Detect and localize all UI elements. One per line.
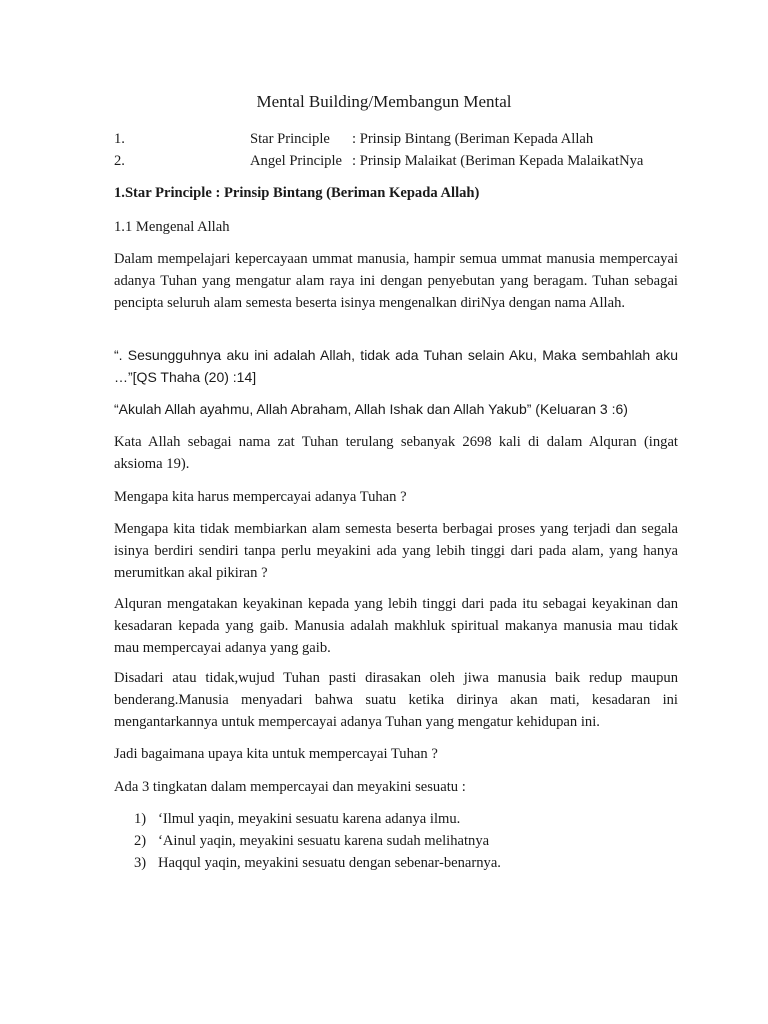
paragraph-intro: Dalam mempelajari kepercayaan ummat manusia, hampir semua ummat manusia mempercayai adanya Tuhan yang mengatur alam raya ini dengan penyebutan yang beragam. Tuhan sebagai pencipta seluruh alam semesta beserta isinya mengenalkan diriNya dengan nama Allah. <box>114 251 678 311</box>
question-why-believe: Mengapa kita harus mempercayai adanya Tuhan ? <box>114 489 407 505</box>
level-text-haqqul: Haqqul yaqin, meyakini sesuatu dengan sebenar-benarnya. <box>158 855 501 871</box>
level-number: 2) <box>134 833 147 849</box>
levels-intro: Ada 3 tingkatan dalam mempercayai dan meyakini sesuatu : <box>114 779 466 795</box>
section-heading: 1.Star Principle : Prinsip Bintang (Beriman Kepada Allah) <box>114 185 480 201</box>
principle-item-star <box>114 128 594 150</box>
principle-item-angel <box>114 150 644 172</box>
level-item-haqqul <box>134 852 158 874</box>
question-how-believe: Jadi bagaimana upaya kita untuk mempercayai Tuhan ? <box>114 746 438 762</box>
level-number: 1) <box>134 811 147 827</box>
quote-bible: “Akulah Allah ayahmu, Allah Abraham, Allah Ishak dan Allah Yakub” (Keluaran 3 :6) <box>114 401 628 417</box>
principle-label: Angel Principle <box>250 153 343 169</box>
level-number: 3) <box>134 855 147 871</box>
level-item-ainul <box>134 830 158 852</box>
level-item-ilmul <box>134 808 158 830</box>
principle-description: : Prinsip Bintang (Beriman Kepada Allah <box>352 131 594 147</box>
paragraph-unseen: Alquran mengatakan keyakinan kepada yang lebih tinggi dari pada itu sebagai keyakinan dan kesadaran kepada yang gaib. Manusia adalah makhluk spiritual makanya manusia mau tidak mau mempercayai adanya yang gaib. <box>114 596 678 656</box>
document-title: Mental Building/Membangun Mental <box>256 92 512 111</box>
paragraph-why: Mengapa kita tidak membiarkan alam semesta beserta berbagai proses yang terjadi dan segala isinya berdiri sendiri tanpa perlu meyakini ada yang lebih tinggi dari pada alam, yang hanya merumitkan akal pikiran ? <box>114 521 678 581</box>
principle-number: 1. <box>114 131 125 147</box>
principle-number: 2. <box>114 153 125 169</box>
level-text-ilmul: ‘Ilmul yaqin, meyakini sesuatu karena adanya ilmu. <box>158 811 461 827</box>
principle-label: Star Principle <box>250 131 330 147</box>
level-text-ainul: ‘Ainul yaqin, meyakini sesuatu karena sudah melihatnya <box>158 833 490 849</box>
quote-quran: “. Sesungguhnya aku ini adalah Allah, tidak ada Tuhan selain Aku, Maka sembahlah aku …”[QS Thaha (20) :14] <box>114 347 678 385</box>
paragraph-awareness: Disadari atau tidak,wujud Tuhan pasti dirasakan oleh jiwa manusia baik redup maupun benderang.Manusia menyadari bahwa suatu ketika dirinya akan mati, kesadaran ini mengantarkannya untuk mempercayai adanya Tuhan yang mengatur kehidupan ini. <box>114 670 678 730</box>
subsection-heading: 1.1 Mengenal Allah <box>114 219 230 235</box>
principle-description: : Prinsip Malaikat (Beriman Kepada MalaikatNya <box>352 153 644 169</box>
paragraph-allah-count: Kata Allah sebagai nama zat Tuhan terulang sebanyak 2698 kali di dalam Alquran (ingat aksioma 19). <box>114 434 678 472</box>
